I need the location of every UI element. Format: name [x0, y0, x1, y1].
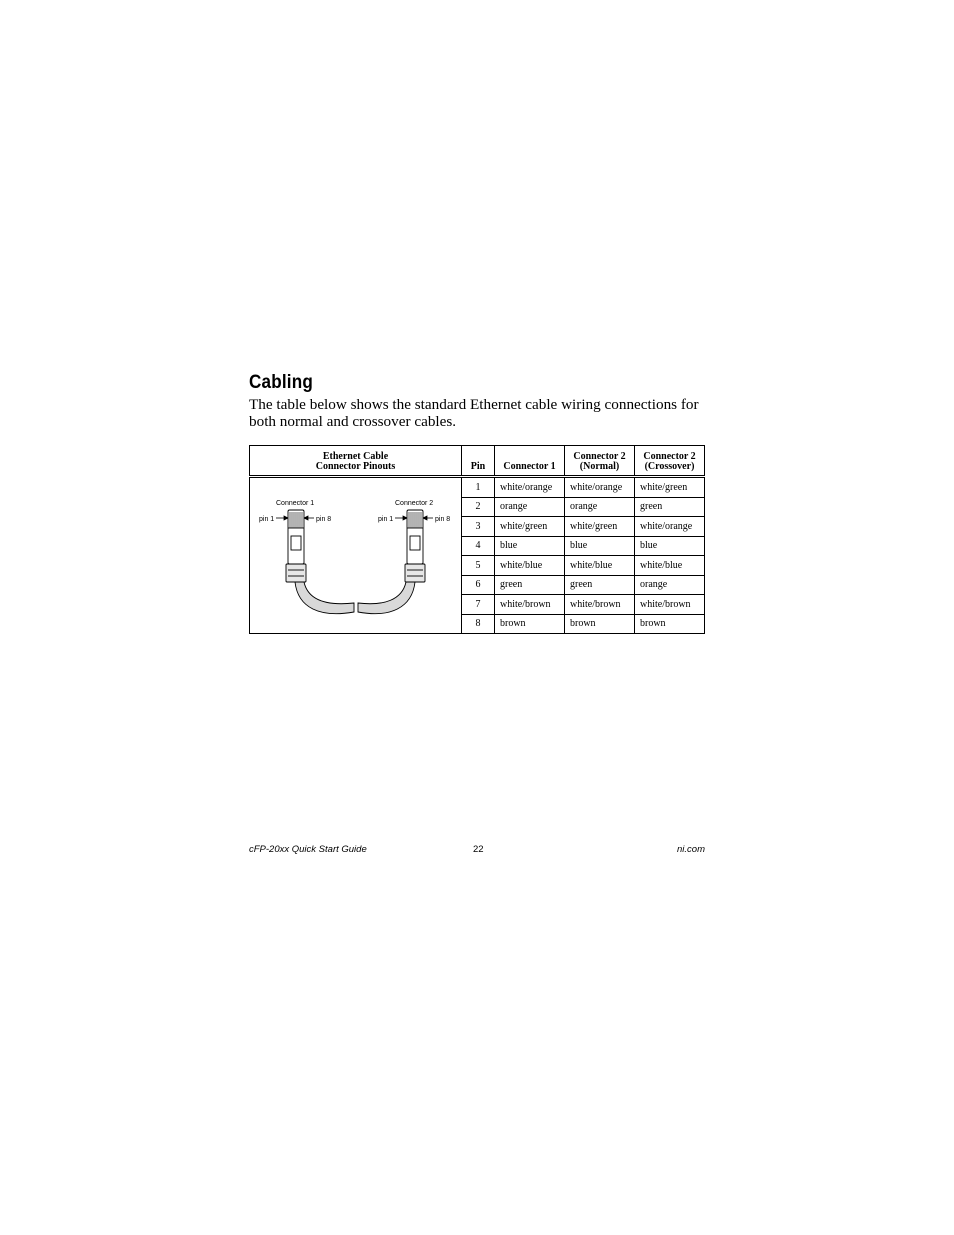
connector-1-pin-1-label: pin 1 — [259, 516, 275, 523]
header-cable-pinouts-line1: Ethernet Cable — [322, 451, 389, 462]
footer-website: ni.com — [677, 844, 705, 855]
connector-1-cell: orange — [495, 497, 565, 517]
pin-cell: 8 — [462, 614, 495, 634]
header-connector-2-crossover-line2: (Crossover) — [644, 461, 695, 472]
pin-cell: 7 — [462, 595, 495, 615]
header-connector-2-normal — [565, 446, 635, 477]
connector-1-pin-8-label: pin 8 — [316, 516, 332, 523]
connector-2-normal-cell: green — [565, 575, 635, 595]
connector-1-cell: green — [495, 575, 565, 595]
pin-cell: 2 — [462, 497, 495, 517]
footer-page-number: 22 — [473, 844, 484, 855]
intro-paragraph: The table below shows the standard Ethernet cable wiring connections for both normal and crossover cables. — [249, 396, 699, 430]
header-connector-2-normal-line1: Connector 2 — [573, 451, 626, 462]
connector-2-pin-1-label: pin 1 — [378, 516, 394, 523]
header-cable-pinouts — [250, 446, 462, 477]
header-connector-2-crossover-line1: Connector 2 — [643, 451, 696, 462]
connector-2-normal-cell: white/green — [565, 517, 635, 537]
pin-cell: 6 — [462, 575, 495, 595]
cable-diagram-cell — [250, 477, 462, 634]
connector-1-cell: white/green — [495, 517, 565, 537]
connector-2-label: Connector 2 — [395, 500, 434, 507]
connector-2-normal-cell: white/blue — [565, 556, 635, 576]
connector-1-cell: white/orange — [495, 477, 565, 498]
connector-2-crossover-cell: white/blue — [635, 556, 705, 576]
pinout-table — [249, 445, 705, 634]
connector-1-cell: blue — [495, 536, 565, 556]
table-row — [250, 477, 705, 498]
footer-document-title: cFP-20xx Quick Start Guide — [249, 844, 367, 855]
connector-1-cell: brown — [495, 614, 565, 634]
connector-2-crossover-cell: brown — [635, 614, 705, 634]
connector-2-crossover-cell: blue — [635, 536, 705, 556]
section-title: Cabling — [249, 372, 313, 393]
table-header-row — [250, 446, 705, 477]
connector-1-plug — [286, 510, 306, 582]
connector-2-pin-8-label: pin 8 — [435, 516, 451, 523]
pin-cell: 5 — [462, 556, 495, 576]
cable-body — [295, 582, 354, 614]
connector-2-normal-cell: white/brown — [565, 595, 635, 615]
connector-2-crossover-cell: white/brown — [635, 595, 705, 615]
connector-2-plug — [405, 510, 425, 582]
connector-2-crossover-cell: white/orange — [635, 517, 705, 537]
pin-cell: 1 — [462, 477, 495, 498]
ethernet-cable-diagram — [250, 478, 460, 630]
connector-1-label: Connector 1 — [276, 500, 315, 507]
header-connector-2-normal-line2: (Normal) — [579, 461, 620, 472]
connector-2-crossover-cell: green — [635, 497, 705, 517]
connector-2-normal-cell: white/orange — [565, 477, 635, 498]
connector-2-crossover-cell: white/green — [635, 477, 705, 498]
connector-1-cell: white/brown — [495, 595, 565, 615]
connector-2-crossover-cell: orange — [635, 575, 705, 595]
connector-2-normal-cell: orange — [565, 497, 635, 517]
connector-2-normal-cell: blue — [565, 536, 635, 556]
header-connector-2-crossover — [635, 446, 705, 477]
pin-cell: 3 — [462, 517, 495, 537]
connector-2-normal-cell: brown — [565, 614, 635, 634]
cable-body-right — [358, 582, 415, 614]
header-connector-1: Connector 1 — [495, 446, 565, 477]
pin-cell: 4 — [462, 536, 495, 556]
header-cable-pinouts-line2: Connector Pinouts — [315, 461, 396, 472]
connector-1-cell: white/blue — [495, 556, 565, 576]
header-pin: Pin — [462, 446, 495, 477]
